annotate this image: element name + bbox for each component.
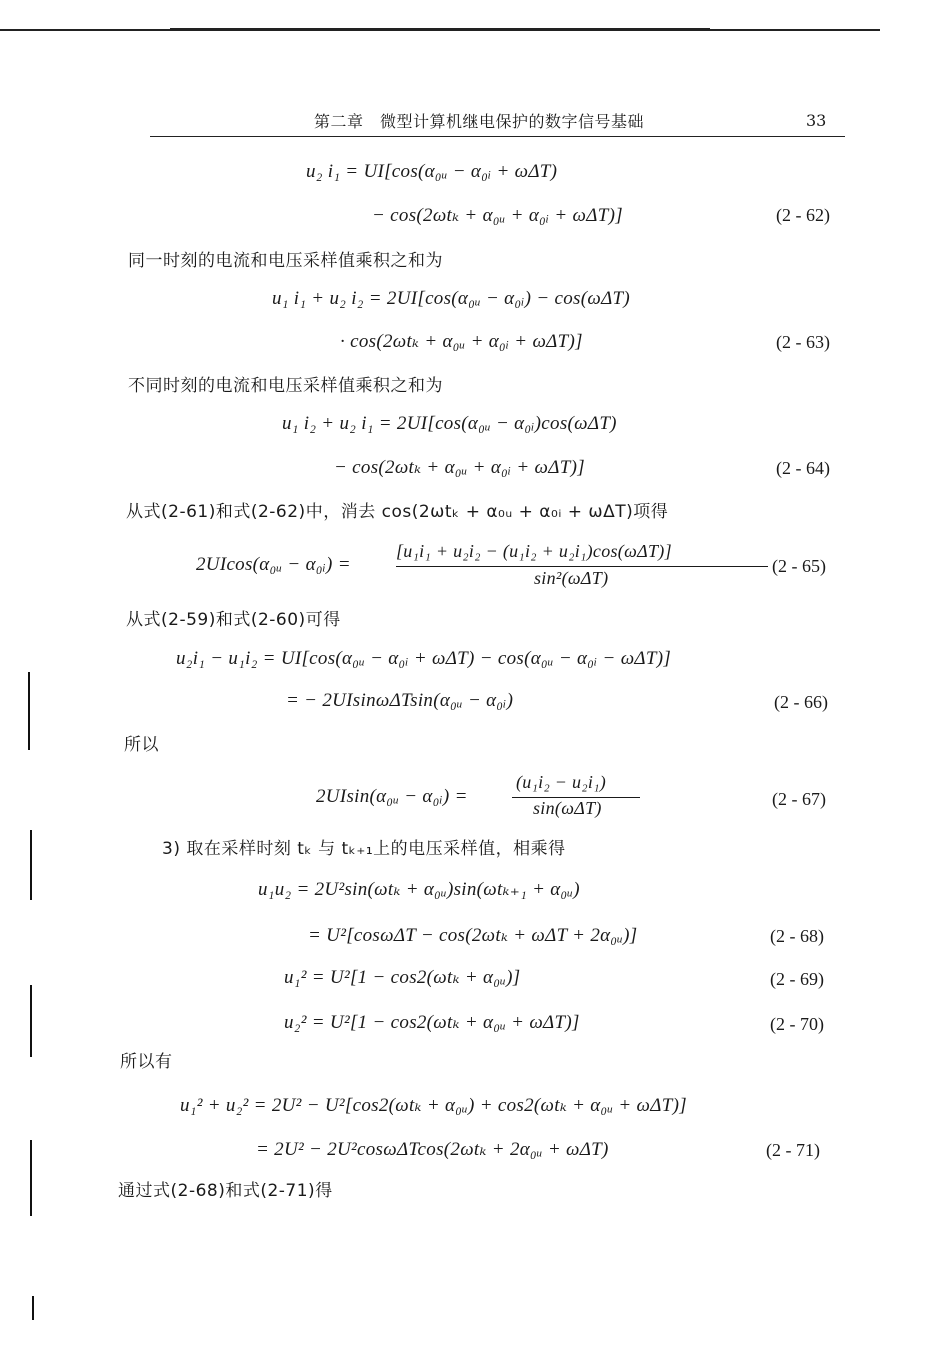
equation-number-2-69: (2 - 69) — [770, 969, 824, 989]
chapter-header: 第二章 微型计算机继电保护的数字信号基础 — [314, 112, 645, 131]
equation-2-67-lhs: 2UIsin(α₀ᵤ − α₀ᵢ) = — [316, 786, 468, 807]
equation-2-65-lhs: 2UIcos(α₀ᵤ − α₀ᵢ) = — [196, 554, 351, 575]
paragraph-so-have: 所以有 — [120, 1052, 173, 1072]
equation-2-63-line2: · cos(2ωtₖ + α₀ᵤ + α₀ᵢ + ωΔT)] — [340, 331, 583, 352]
paragraph-sum-same-time: 同一时刻的电流和电压采样值乘积之和为 — [128, 251, 443, 271]
equation-number-2-64: (2 - 64) — [776, 458, 830, 478]
equation-2-64-line1: u₁ i₂ + u₂ i₁ = 2UI[cos(α₀ᵤ − α₀ᵢ)cos(ωΔT) — [282, 413, 617, 434]
equation-2-66-line1: u₂i₁ − u₁i₂ = UI[cos(α₀ᵤ − α₀ᵢ + ωΔT) − cos(α₀ᵤ − α₀ᵢ − ωΔT)] — [176, 648, 672, 669]
paragraph-step-3: 3) 取在采样时刻 tₖ 与 tₖ₊₁上的电压采样值，相乘得 — [162, 839, 566, 859]
equation-2-68-line2: = U²[cosωΔT − cos(2ωtₖ + ωΔT + 2α₀ᵤ)] — [308, 925, 638, 946]
paragraph-sum-diff-time: 不同时刻的电流和电压采样值乘积之和为 — [128, 376, 443, 396]
equation-2-62-line2: − cos(2ωtₖ + α₀ᵤ + α₀ᵢ + ωΔT)] — [372, 205, 623, 226]
equation-2-63-line1: u₁ i₁ + u₂ i₂ = 2UI[cos(α₀ᵤ − α₀ᵢ) − cos(ωΔT) — [272, 288, 631, 309]
equation-number-2-71: (2 - 71) — [766, 1140, 820, 1160]
equation-2-68-line1: u₁u₂ = 2U²sin(ωtₖ + α₀ᵤ)sin(ωtₖ₊₁ + α₀ᵤ) — [258, 879, 580, 900]
header-rule — [150, 136, 845, 137]
equation-2-70: u₂² = U²[1 − cos2(ωtₖ + α₀ᵤ + ωΔT)] — [284, 1012, 580, 1033]
equation-2-67-numerator: (u₁i₂ − u₂i₁) — [516, 772, 607, 792]
top-border-rule-heavy — [170, 28, 710, 31]
equation-number-2-66: (2 - 66) — [774, 692, 828, 712]
equation-2-69: u₁² = U²[1 − cos2(ωtₖ + α₀ᵤ)] — [284, 967, 521, 988]
scan-margin-bar — [30, 830, 32, 900]
paragraph-so: 所以 — [124, 735, 159, 755]
scan-margin-bar — [28, 672, 30, 750]
scan-margin-bar — [32, 1296, 34, 1320]
equation-2-66-line2: = − 2UIsinωΔTsin(α₀ᵤ − α₀ᵢ) — [286, 690, 514, 711]
equation-number-2-65: (2 - 65) — [772, 556, 826, 576]
equation-2-65-fraction-bar — [396, 566, 768, 567]
equation-2-64-line2: − cos(2ωtₖ + α₀ᵤ + α₀ᵢ + ωΔT)] — [334, 457, 585, 478]
equation-2-67-denominator: sin(ωΔT) — [533, 798, 602, 818]
equation-number-2-63: (2 - 63) — [776, 332, 830, 352]
equation-number-2-68: (2 - 68) — [770, 926, 824, 946]
equation-number-2-62: (2 - 62) — [776, 205, 830, 225]
equation-2-65-denominator: sin²(ωΔT) — [534, 568, 609, 588]
equation-2-71-line2: = 2U² − 2U²cosωΔTcos(2ωtₖ + 2α₀ᵤ + ωΔT) — [256, 1139, 609, 1160]
scan-margin-bar — [30, 1140, 32, 1216]
scan-margin-bar — [30, 985, 32, 1057]
equation-2-65-numerator: [u₁i₁ + u₂i₂ − (u₁i₂ + u₂i₁)cos(ωΔT)] — [396, 541, 672, 561]
equation-number-2-67: (2 - 67) — [772, 789, 826, 809]
equation-number-2-70: (2 - 70) — [770, 1014, 824, 1034]
equation-2-62-line1: u₂ i₁ = UI[cos(α₀ᵤ − α₀ᵢ + ωΔT) — [306, 161, 558, 182]
paragraph-eliminate: 从式(2-61)和式(2-62)中，消去 cos(2ωtₖ + α₀ᵤ + α₀ᵢ + ωΔT)项得 — [126, 502, 669, 522]
paragraph-via-68-71: 通过式(2-68)和式(2-71)得 — [118, 1181, 333, 1201]
equation-2-71-line1: u₁² + u₂² = 2U² − U²[cos2(ωtₖ + α₀ᵤ) + cos2(ωtₖ + α₀ᵤ + ωΔT)] — [180, 1095, 687, 1116]
paragraph-from-59-60: 从式(2-59)和式(2-60)可得 — [126, 610, 341, 630]
page-number: 33 — [806, 111, 827, 130]
